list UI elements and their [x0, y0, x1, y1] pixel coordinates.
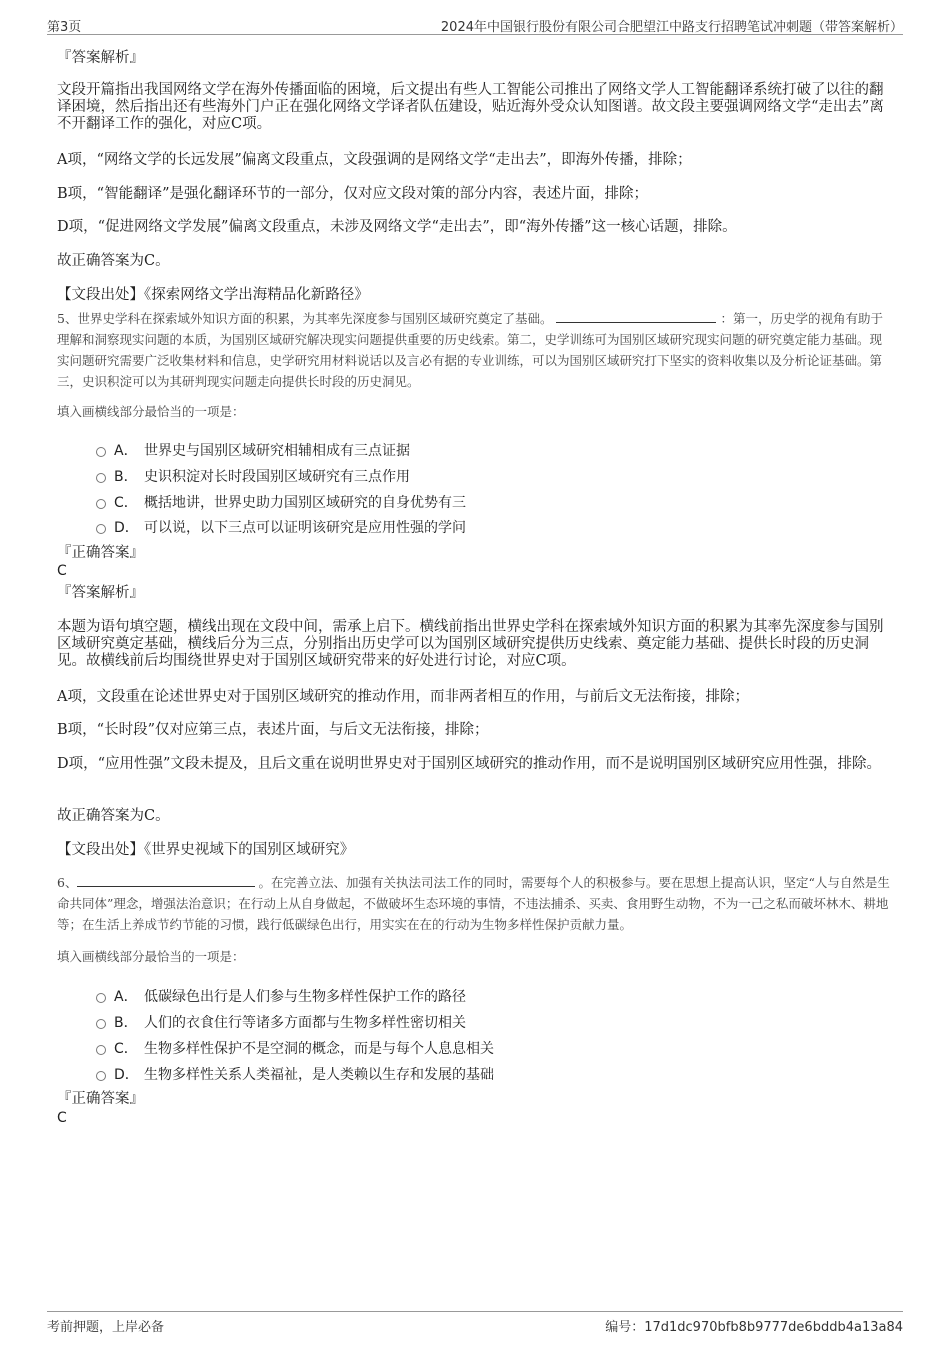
- radio-icon[interactable]: [96, 993, 106, 1003]
- q4-source: 【文段出处】《探索网络文学出海精品化新路径》: [57, 287, 369, 303]
- q5-prompt: 填入画横线部分最恰当的一项是：: [57, 404, 245, 419]
- q4-analysis-text: 文段开篇指出我国网络文学在海外传播面临的困境，后文提出有些人工智能公司推出了网络文学人工智能翻译系统打破了以往的翻译困境，然后指出还有些海外门户正在强化网络文学译者队伍建设，贴近海外受众认知图谱。故文段主要强调网络文学“走出去”离不开翻译工作的强化，对应C项。: [57, 82, 884, 132]
- q5-option-d-analysis: D项，“应用性强”文段未提及，且后文重在说明世界史对于国别区域研究的推动作用，而不是说明国别区域研究应用性强，排除。: [57, 756, 881, 772]
- radio-icon[interactable]: [96, 1045, 106, 1055]
- q6-option-c[interactable]: C． 生物多样性保护不是空洞的概念，而是与每个人息息相关: [96, 1038, 494, 1058]
- q5-analysis-label: 『答案解析』: [57, 585, 144, 601]
- q5-option-c[interactable]: C． 概括地讲，世界史助力国别区域研究的自身优势有三: [96, 492, 466, 512]
- radio-icon[interactable]: [96, 499, 106, 509]
- q5-analysis-text: 本题为语句填空题，横线出现在文段中间，需承上启下。横线前指出世界史学科在探索域外知识方面的积累为其率先深度参与国别区域研究奠定基础，横线后分为三点，分别指出历史学可以为国别区域研究提供历史线索、奠定能力基础、提供长时段的历史洞见。故横线前后均围绕世界史对于国别区域研究带来的好处进行讨论，对应C项。: [57, 619, 884, 669]
- footer-slogan: 考前押题，上岸必备: [47, 1320, 165, 1335]
- q5-stem-pre: 5、世界史学科在探索域外知识方面的积累，为其率先深度参与国别区域研究奠定了基础。: [57, 311, 553, 326]
- q5-option-a[interactable]: A． 世界史与国别区域研究相辅相成有三点证据: [96, 440, 410, 460]
- radio-icon[interactable]: [96, 447, 106, 457]
- q6-prompt: 填入画横线部分最恰当的一项是：: [57, 949, 245, 964]
- q4-analysis-label: 『答案解析』: [57, 50, 144, 66]
- q6-blank: [77, 874, 255, 887]
- q5-option-a-analysis: A项，文段重在论述世界史对于国别区域研究的推动作用，而非两者相互的作用，与前后文无法衔接，排除；: [57, 689, 749, 705]
- q5-answer: C: [57, 563, 67, 579]
- q6-answer: C: [57, 1110, 67, 1126]
- document-title: 2024年中国银行股份有限公司合肥望江中路支行招聘笔试冲刺题（带答案解析）: [440, 20, 903, 35]
- q6-answer-label: 『正确答案』: [57, 1091, 144, 1107]
- q5-source: 【文段出处】《世界史视域下的国别区域研究》: [57, 842, 355, 858]
- q5-conclusion: 故正确答案为C。: [57, 808, 170, 824]
- q4-option-a-analysis: A项，“网络文学的长远发展”偏离文段重点，文段强调的是网络文学“走出去”，即海外传播，排除；: [57, 152, 692, 168]
- document-code: 编号：17d1dc970bfb8b9777de6bddb4a13a84: [605, 1320, 903, 1335]
- q6-stem-num: 6、: [57, 875, 78, 890]
- radio-icon[interactable]: [96, 473, 106, 483]
- q6-option-b[interactable]: B． 人们的衣食住行等诸多方面都与生物多样性密切相关: [96, 1012, 466, 1032]
- q6-stem-post: 。在完善立法、加强有关执法司法工作的同时，需要每个人的积极参与。要在思想上提高认识，坚定“人与自然是生命共同体”理念，增强法治意识；在行动上从自身做起，不做破坏生态环境的事情，不违法捕杀、买卖、食用野生动物，不为一己之私而破坏林木、耕地等；在生活上养成节约节能的习惯，践行低碳绿色出行，用实实在在的行动为生物多样性保护贡献力量。: [57, 875, 890, 932]
- q5-option-b-analysis: B项，“长时段”仅对应第三点，表述片面，与后文无法衔接，排除；: [57, 722, 489, 738]
- radio-icon[interactable]: [96, 1071, 106, 1081]
- page-number: 第3页: [47, 20, 82, 35]
- q6-stem: [57, 872, 893, 935]
- page-footer: [47, 1311, 903, 1336]
- page-header: [47, 14, 903, 35]
- q5-option-d[interactable]: D． 可以说，以下三点可以证明该研究是应用性强的学问: [96, 517, 466, 537]
- q4-conclusion: 故正确答案为C。: [57, 253, 170, 269]
- q4-option-b-analysis: B项，“智能翻译”是强化翻译环节的一部分，仅对应文段对策的部分内容，表述片面，排除；: [57, 186, 648, 202]
- q4-option-d-analysis: D项，“促进网络文学发展”偏离文段重点，未涉及网络文学“走出去”，即“海外传播”这一核心话题，排除。: [57, 219, 737, 235]
- q5-answer-label: 『正确答案』: [57, 545, 144, 561]
- q5-blank: [556, 310, 716, 323]
- q6-option-a[interactable]: A． 低碳绿色出行是人们参与生物多样性保护工作的路径: [96, 986, 466, 1006]
- q6-option-d[interactable]: D． 生物多样性关系人类福祉，是人类赖以生存和发展的基础: [96, 1064, 494, 1084]
- radio-icon[interactable]: [96, 1019, 106, 1029]
- radio-icon[interactable]: [96, 524, 106, 534]
- q5-stem: [57, 308, 893, 392]
- q5-option-b[interactable]: B． 史识积淀对长时段国别区域研究有三点作用: [96, 466, 410, 486]
- q5-stem-post: ：第一，历史学的视角有助于理解和洞察现实问题的本质，为国别区域研究解决现实问题提供重要的历史线索。第二，史学训练可为国别区域研究现实问题的研究奠定能力基础。现实问题研究需要广泛收集材料和信息，史学研究用材料说话以及言必有据的专业训练，可以为国别区域研究打下坚实的资料收集以及分析论证基础。第三，史识积淀可以为其研判现实问题走向提供长时段的历史洞见。: [57, 311, 883, 389]
